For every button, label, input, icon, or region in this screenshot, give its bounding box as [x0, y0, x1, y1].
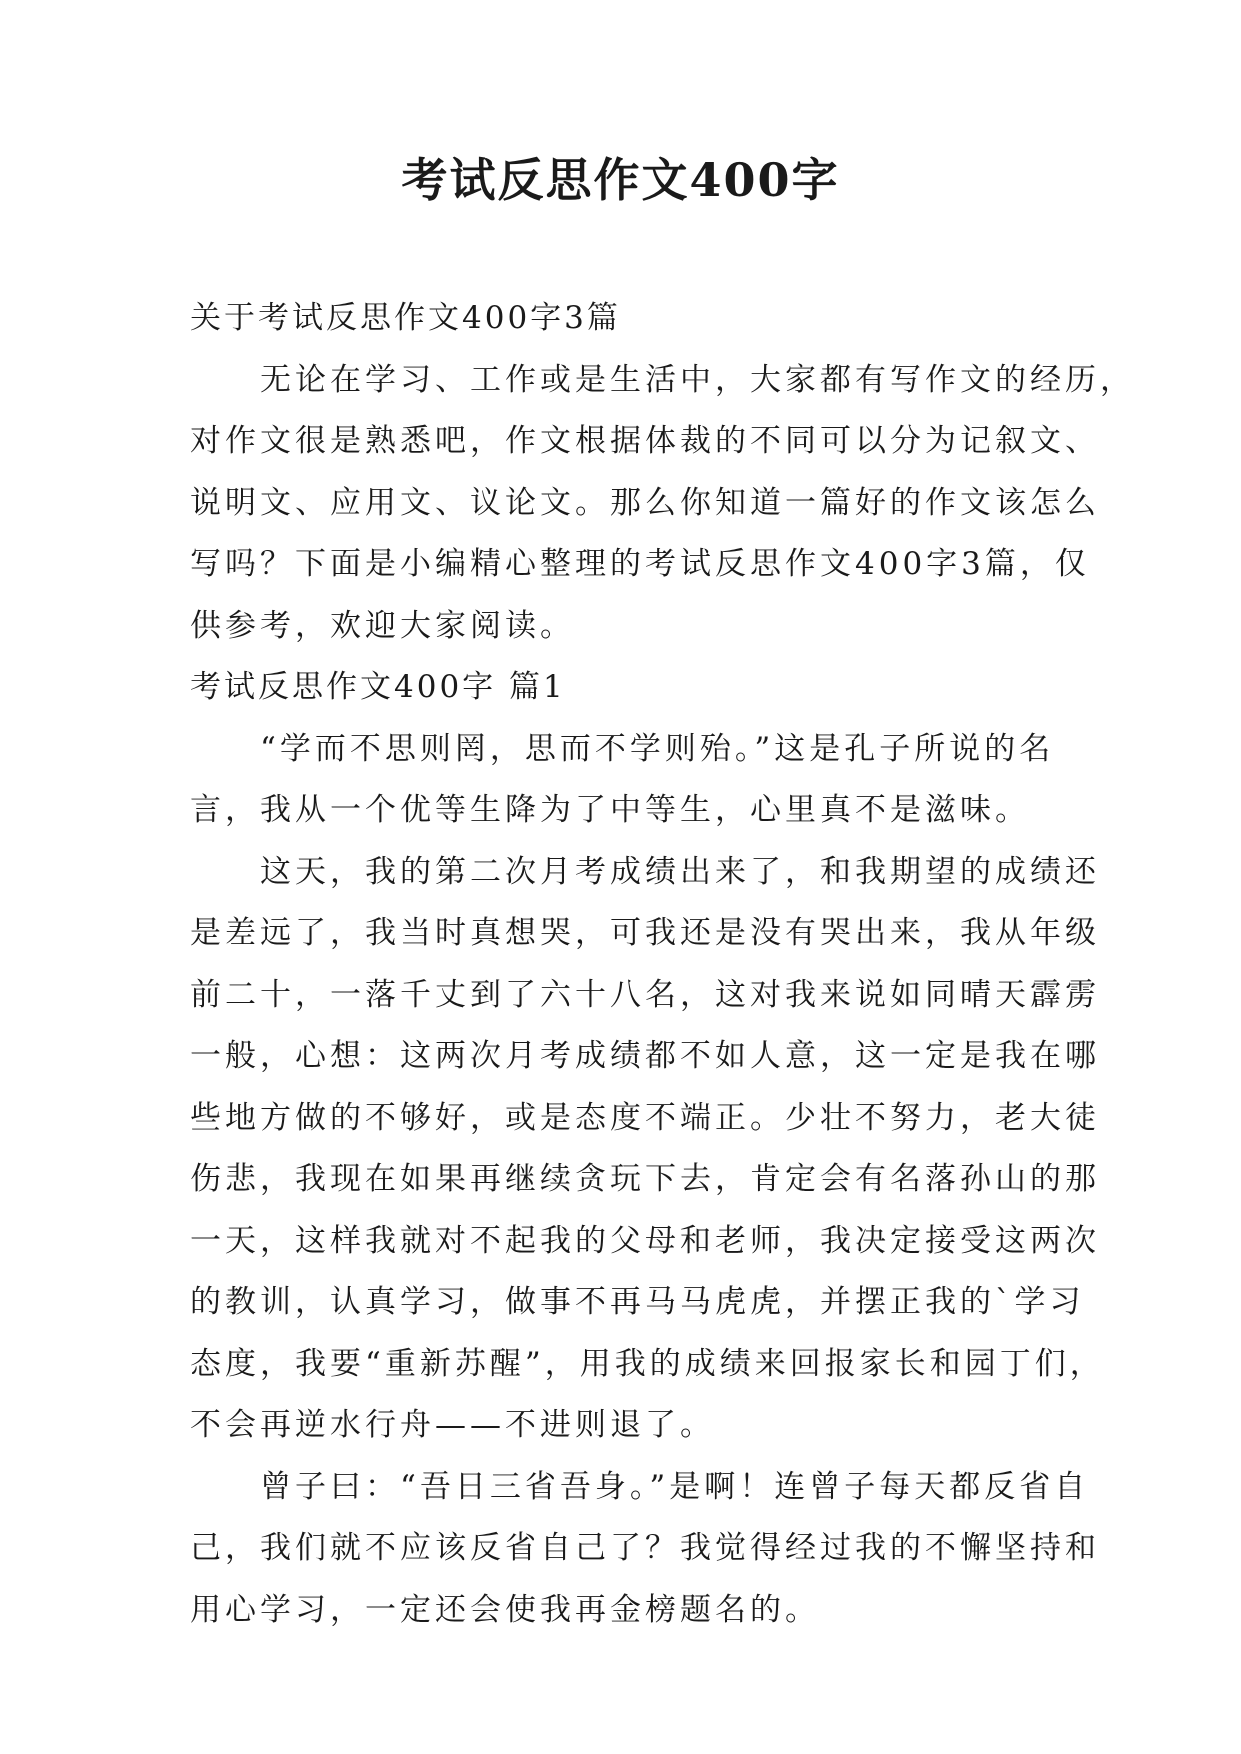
paragraph-line: 说明文、应用文、议论文。那么你知道一篇好的作文该怎么	[190, 484, 1100, 521]
paragraph-line: 对作文很是熟悉吧，作文根据体裁的不同可以分为记叙文、	[190, 423, 1100, 459]
paragraph-line: 供参考，欢迎大家阅读。	[190, 607, 575, 644]
paragraph-line: 态度，我要“重新苏醒”，用我的成绩来回报家长和园丁们，	[190, 1345, 1105, 1382]
paragraph-line: 是差远了，我当时真想哭，可我还是没有哭出来，我从年级	[190, 915, 1100, 951]
section-heading: 关于考试反思作文400字3篇	[190, 300, 621, 336]
paragraph-line: 曾子曰：“吾日三省吾身。”是啊！连曾子每天都反省自	[260, 1468, 1090, 1505]
paragraph-line: 无论在学习、工作或是生活中，大家都有写作文的经历，	[260, 361, 1135, 398]
paragraph-line: “学而不思则罔，思而不学则殆。”这是孔子所说的名	[260, 730, 1055, 767]
paragraph-line: 前二十，一落千丈到了六十八名，这对我来说如同晴天霹雳	[190, 976, 1100, 1013]
section-heading: 考试反思作文400字 篇1	[190, 669, 566, 705]
paragraph-line: 己，我们就不应该反省自己了？我觉得经过我的不懈坚持和	[190, 1530, 1100, 1566]
document-body	[190, 288, 1135, 1641]
paragraph-line: 言，我从一个优等生降为了中等生，心里真不是滋味。	[190, 792, 1030, 828]
paragraph-line: 一天，这样我就对不起我的父母和老师，我决定接受这两次	[190, 1222, 1100, 1259]
paragraph-line: 的教训，认真学习，做事不再马马虎虎，并摆正我的`学习	[190, 1284, 1085, 1320]
paragraph-line: 用心学习，一定还会使我再金榜题名的。	[190, 1591, 820, 1628]
paragraph-line: 伤悲，我现在如果再继续贪玩下去，肯定会有名落孙山的那	[190, 1161, 1100, 1197]
paragraph-line: 些地方做的不够好，或是态度不端正。少壮不努力，老大徒	[190, 1099, 1100, 1136]
paragraph-line: 不会再逆水行舟——不进则退了。	[190, 1407, 715, 1443]
paragraph-line: 写吗？下面是小编精心整理的考试反思作文400字3篇，仅	[190, 546, 1090, 582]
paragraph-line: 一般，心想：这两次月考成绩都不如人意，这一定是我在哪	[190, 1038, 1100, 1074]
paragraph-line: 这天，我的第二次月考成绩出来了，和我期望的成绩还	[260, 853, 1100, 890]
document-title: 考试反思作文400字	[401, 153, 840, 207]
